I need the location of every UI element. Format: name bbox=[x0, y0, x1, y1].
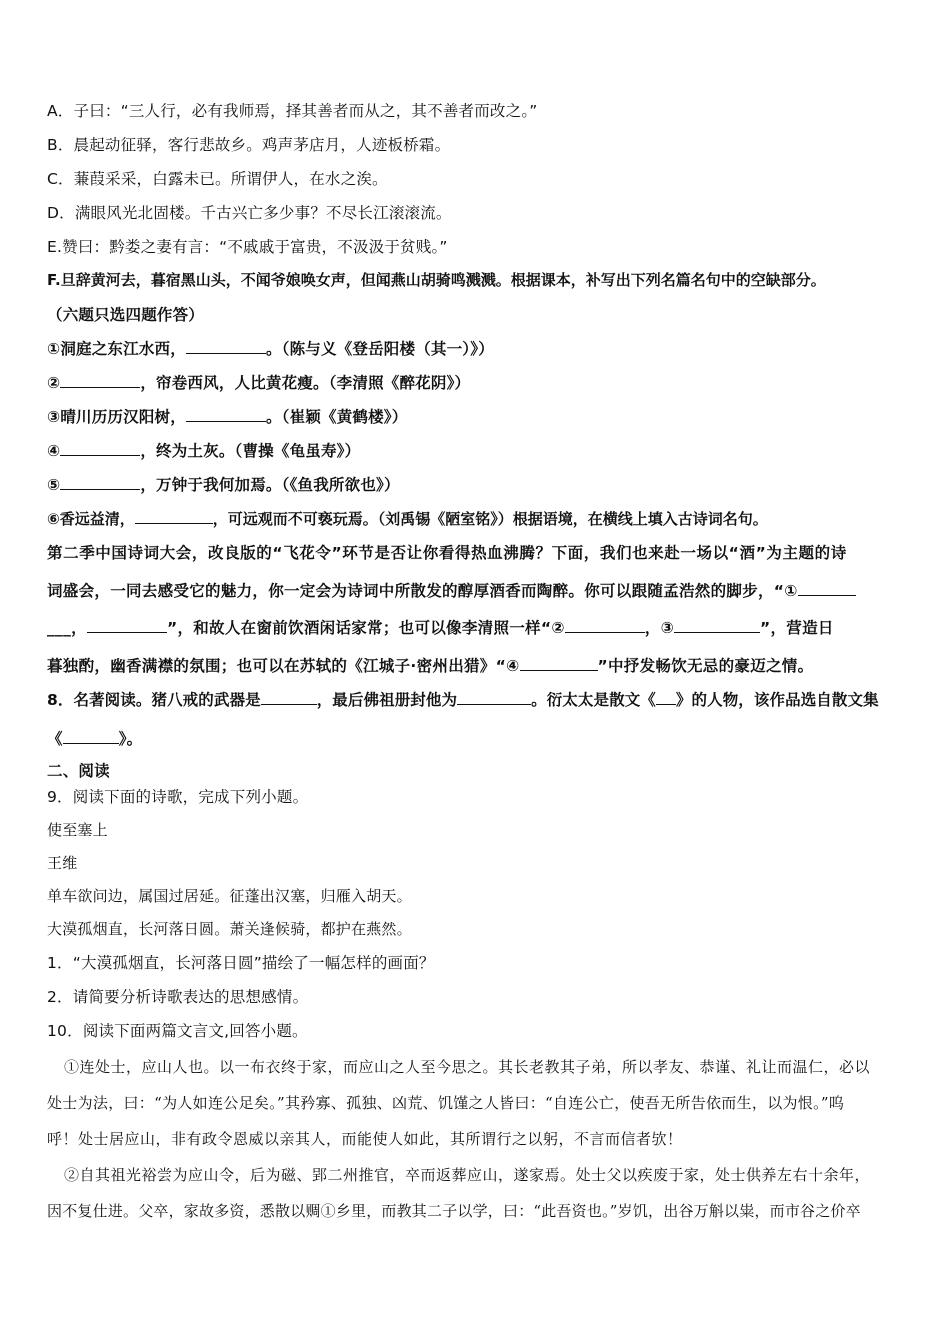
context-text: ”，营造日 bbox=[760, 619, 834, 637]
question-8-text: ，最后佛祖册封他为 bbox=[316, 691, 458, 709]
blank-line bbox=[457, 689, 531, 705]
classical-text-line-3: 呼！处士居应山，非有政令恩威以亲其人，而能使人如此，其所谓行之以躬，不言而信者欤！ bbox=[47, 1130, 683, 1148]
blank-line bbox=[87, 617, 167, 633]
fill-item-1-after: 。（陈与义《登岳阳楼（其一）》） bbox=[265, 340, 494, 358]
fill-item-2-after: ，帘卷西风，人比黄花瘦。（李清照《醉花阴》） bbox=[140, 374, 471, 392]
subquestion-1: 1．“大漠孤烟直，长河落日圆”描绘了一幅怎样的画面？ bbox=[47, 954, 435, 972]
option-c: C．蒹葭采采，白露未已。所谓伊人，在水之涘。 bbox=[47, 170, 388, 188]
fill-item-6 bbox=[47, 508, 768, 530]
option-f: F.旦辞黄河去，暮宿黑山头，不闻爷娘唤女声，但闻燕山胡骑鸣溅溅。根据课本，补写出下列名篇名句中的空缺部分。 bbox=[47, 271, 826, 289]
option-a: A．子曰：“三人行，必有我师焉，择其善者而从之，其不善者而改之。” bbox=[47, 102, 538, 120]
context-paragraph-line-1: 第二季中国诗词大会，改良版的“飞花令”环节是否让你看得热血沸腾？下面，我们也来赴一场以“酒”为主题的诗 bbox=[47, 544, 847, 562]
context-text: ”，和故人在窗前饮酒闲话家常；也可以像李清照一样“② bbox=[166, 619, 565, 637]
fill-item-5 bbox=[47, 474, 400, 496]
context-text: ___， bbox=[47, 619, 87, 637]
fill-item-2-before: ② bbox=[47, 374, 61, 392]
blank-line bbox=[656, 689, 676, 705]
context-text: 暮独酌，幽香满襟的氛围；也可以在苏轼的《江城子·密州出猎》“④ bbox=[47, 657, 520, 675]
question-10: 10．阅读下面两篇文言文,回答小题。 bbox=[47, 1022, 308, 1040]
blank-line bbox=[135, 508, 213, 524]
context-text: ”中抒发畅饮无忌的豪迈之情。 bbox=[597, 657, 814, 675]
question-8-text: 《 bbox=[47, 730, 63, 748]
question-8-text: 》。 bbox=[118, 730, 143, 748]
question-8-text: 8．名著阅读。猪八戒的武器是 bbox=[47, 691, 261, 709]
option-d: D．满眼风光北固楼。千古兴亡多少事？不尽长江滚滚流。 bbox=[47, 204, 452, 222]
section-heading-reading: 二、阅读 bbox=[47, 762, 110, 780]
context-text: ，③ bbox=[644, 619, 674, 637]
fill-item-2 bbox=[47, 372, 470, 394]
blank-line bbox=[60, 372, 140, 388]
context-text: 词盛会，一同去感受它的魅力，你一定会为诗词中所散发的醇厚酒香而陶醉。你可以跟随孟浩然的脚步，“① bbox=[47, 582, 798, 600]
poem-title: 使至塞上 bbox=[47, 821, 108, 839]
question-8-text: 。衍太太是散文《 bbox=[531, 691, 656, 709]
question-8-line-2 bbox=[47, 728, 142, 750]
blank-line bbox=[565, 617, 645, 633]
fill-item-4-before: ④ bbox=[47, 442, 61, 460]
fill-item-5-before: ⑤ bbox=[47, 476, 61, 494]
subquestion-2: 2．请简要分析诗歌表达的思想感情。 bbox=[47, 988, 309, 1006]
fill-item-6-before: ⑥香远益清， bbox=[47, 510, 135, 528]
classical-text-line-2: 处士为法，曰：“为人如连公足矣。”其矜寡、孤独、凶荒、饥馑之人皆曰：“自连公亡，使吾无所告依而生，以为恨。”呜 bbox=[47, 1094, 845, 1112]
question-8 bbox=[47, 689, 879, 711]
fill-item-1-before: ①洞庭之东江水西， bbox=[47, 340, 186, 358]
blank-line bbox=[60, 474, 140, 490]
fill-item-1 bbox=[47, 338, 494, 360]
fill-item-3 bbox=[47, 406, 407, 428]
blank-line bbox=[674, 617, 760, 633]
blank-line bbox=[186, 338, 266, 354]
blank-line bbox=[520, 655, 598, 671]
blank-line bbox=[798, 580, 856, 596]
fill-item-6-after: ，可远观而不可亵玩焉。（刘禹锡《陋室铭》）根据语境，在横线上填入古诗词名句。 bbox=[212, 510, 768, 528]
question-8-text: 》的人物，该作品选自散文集 bbox=[675, 691, 879, 709]
option-b: B．晨起动征驿，客行悲故乡。鸡声茅店月，人迹板桥霜。 bbox=[47, 136, 451, 154]
poem-author: 王维 bbox=[47, 854, 78, 872]
blank-line bbox=[186, 406, 266, 422]
classical-text-line-5: 因不复仕进。父卒，家故多资，悉散以赒①乡里，而教其二子以学，曰：“此吾资也。”岁饥，出谷万斛以粜，而市谷之价卒 bbox=[47, 1202, 861, 1220]
poem-line-1: 单车欲问边，属国过居延。征蓬出汉塞，归雁入胡天。 bbox=[47, 887, 412, 905]
poem-line-2: 大漠孤烟直，长河落日圆。萧关逢候骑，都护在燕然。 bbox=[47, 920, 412, 938]
instruction-choose-four: （六题只选四题作答） bbox=[47, 306, 205, 324]
context-paragraph-line-4 bbox=[47, 655, 813, 677]
fill-item-3-after: 。（崔颖《黄鹤楼》） bbox=[265, 408, 408, 426]
classical-text-line-4: ②自其祖光裕尝为应山令，后为磁、郢二州推官，卒而返葬应山，遂家焉。处士父以疾废于家，处士供养左右十余年， bbox=[64, 1166, 871, 1184]
context-paragraph-line-3 bbox=[47, 617, 834, 639]
blank-line bbox=[60, 440, 140, 456]
classical-text-line-1: ①连处士，应山人也。以一布衣终于家，而应山之人至今思之。其长老教其子弟，所以孝友、恭谨、礼让而温仁，必以 bbox=[64, 1058, 871, 1076]
question-9: 9．阅读下面的诗歌，完成下列小题。 bbox=[47, 788, 309, 806]
blank-line bbox=[261, 689, 317, 705]
blank-line bbox=[63, 728, 119, 744]
fill-item-3-before: ③晴川历历汉阳树， bbox=[47, 408, 186, 426]
option-e: E.赞曰：黔娄之妻有言：“不戚戚于富贵，不汲汲于贫贱。” bbox=[47, 238, 448, 256]
fill-item-5-after: ，万钟于我何加焉。（《鱼我所欲也》） bbox=[140, 476, 400, 494]
fill-item-4 bbox=[47, 440, 360, 462]
context-paragraph-line-2 bbox=[47, 580, 856, 602]
fill-item-4-after: ，终为土灰。（曹操《龟虽寿》） bbox=[140, 442, 361, 460]
